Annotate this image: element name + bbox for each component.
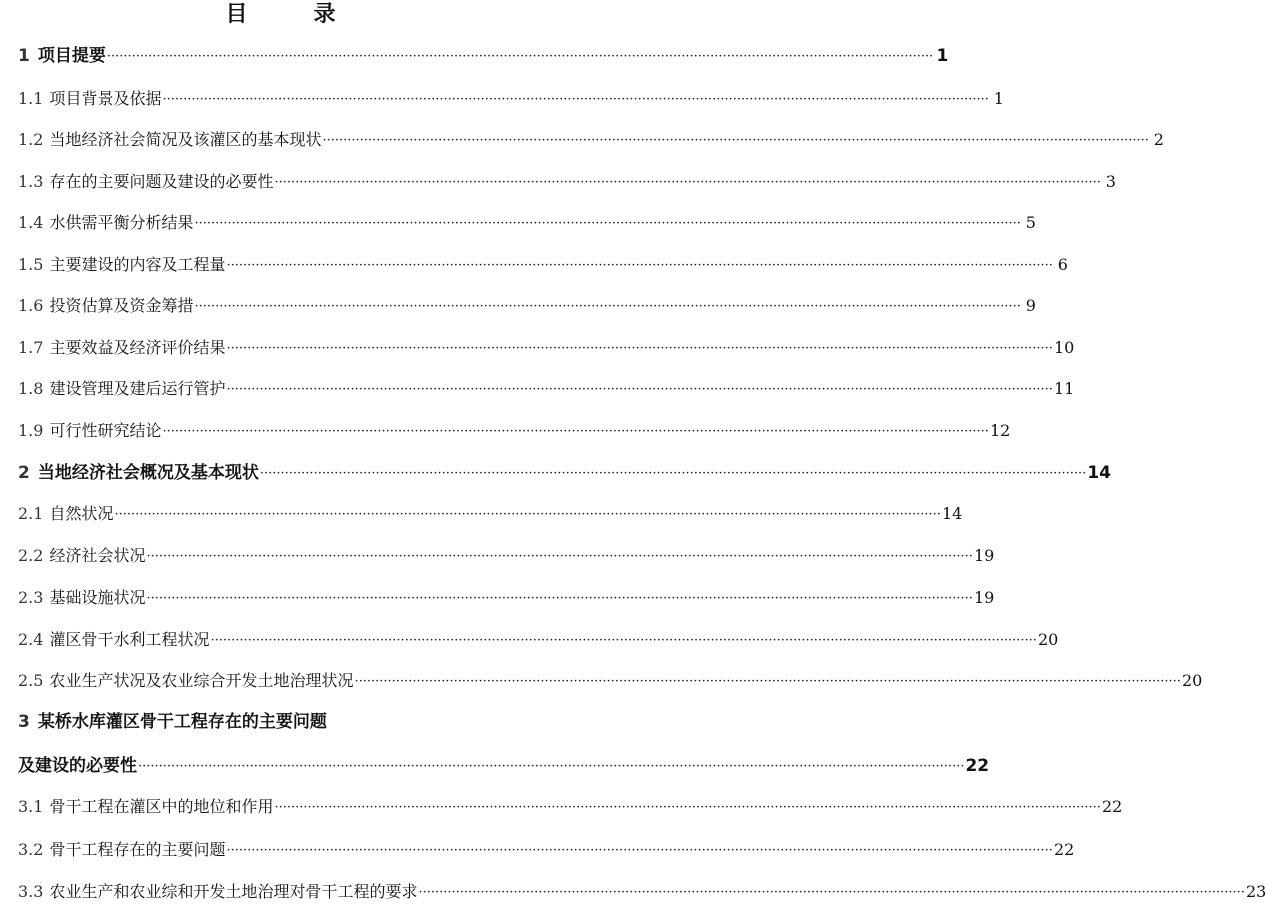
- dot-leader: ········································································································································································································: [322, 133, 1149, 148]
- dot-leader: ········································································································································································································: [226, 258, 1053, 273]
- toc-entry[interactable]: [18, 750, 990, 776]
- dot-leader: ········································································································································································································: [162, 424, 989, 439]
- toc-entry-label: [18, 172, 273, 192]
- dot-leader: ········································································································································································································: [226, 341, 1053, 356]
- toc-entry-text: 自然状况: [49, 504, 114, 523]
- toc-entry[interactable]: [18, 540, 995, 566]
- toc-entry-number: 2: [18, 463, 30, 483]
- toc-entry-number: 3: [18, 712, 30, 732]
- toc-entry-text: 某桥水库灌区骨干工程存在的主要问题: [37, 712, 327, 732]
- toc-entry-page: 11: [1053, 379, 1075, 398]
- toc-entry-number: 1.6: [18, 296, 44, 315]
- toc-entry-number: 1.8: [18, 379, 44, 398]
- toc-entry-page: 12: [989, 421, 1011, 440]
- dot-leader: ········································································································································································································: [162, 92, 989, 107]
- toc-entry-label: [18, 712, 327, 732]
- toc-entry[interactable]: [18, 166, 1116, 192]
- toc-entry-label: [18, 756, 137, 776]
- toc-entry-page: 2: [1153, 130, 1164, 149]
- toc-entry[interactable]: [18, 498, 963, 524]
- toc-entry-label: [18, 504, 113, 524]
- toc-entry-label: [18, 840, 225, 860]
- toc-entry-page: 14: [1087, 463, 1111, 483]
- toc-entry-text: 主要建设的内容及工程量: [49, 255, 226, 274]
- toc-entry-text: 水供需平衡分析结果: [49, 213, 194, 232]
- toc-entry-page: 20: [1181, 671, 1203, 690]
- toc-entry-text: 存在的主要问题及建设的必要性: [49, 172, 274, 191]
- toc-entry-text: 农业生产和农业综和开发土地治理对骨干工程的要求: [49, 882, 418, 901]
- dot-leader: ········································································································································································································: [354, 674, 1181, 689]
- toc-entry-number: 3.1: [18, 797, 44, 816]
- toc-entry[interactable]: [18, 373, 1075, 399]
- toc-entry[interactable]: [18, 249, 1068, 275]
- toc-entry-label: [18, 379, 225, 399]
- toc-entry-text: 经济社会状况: [49, 546, 146, 565]
- dot-leader: ········································································································································································································: [210, 633, 1037, 648]
- toc-entry[interactable]: [18, 290, 1036, 316]
- dot-leader: ········································································································································································································: [418, 885, 1245, 900]
- toc-entry-number: 2.4: [18, 630, 44, 649]
- toc-entry-number: 1.9: [18, 421, 44, 440]
- toc-entry[interactable]: [18, 415, 1011, 441]
- toc-entry-number: 1: [18, 46, 30, 66]
- toc-entry-label: [18, 588, 145, 608]
- toc-entry-number: 1.2: [18, 130, 44, 149]
- toc-entry[interactable]: [18, 83, 1004, 109]
- toc-entry-text: 项目提要: [37, 46, 106, 66]
- toc-entry[interactable]: [18, 332, 1075, 358]
- toc-entry-label: [18, 882, 417, 902]
- dot-leader: ········································································································································································································: [226, 382, 1053, 397]
- toc-entry-text: 骨干工程在灌区中的地位和作用: [49, 797, 274, 816]
- toc-entry-label: [18, 421, 161, 441]
- toc-entry-text: 当地经济社会概况及基本现状: [37, 463, 259, 483]
- toc-entry[interactable]: [18, 876, 1266, 902]
- dot-leader: ········································································································································································································: [114, 507, 941, 522]
- toc-entry[interactable]: [18, 791, 1123, 817]
- dot-leader: ········································································································································································································: [146, 591, 973, 606]
- toc-entry[interactable]: [18, 665, 1203, 691]
- toc-entry-text: 项目背景及依据: [49, 89, 162, 108]
- toc-entry[interactable]: [18, 834, 1075, 860]
- toc-entry-text: 建设管理及建后运行管护: [49, 379, 226, 398]
- toc-entry[interactable]: [18, 124, 1164, 150]
- toc-entry-page: 10: [1053, 338, 1075, 357]
- toc-entry-label: [18, 130, 321, 150]
- toc-entry-text: 主要效益及经济评价结果: [49, 338, 226, 357]
- toc-entry-label: [18, 89, 161, 109]
- toc-entry-page: 19: [973, 588, 995, 607]
- dot-leader: ········································································································································································································: [138, 759, 965, 774]
- toc-entry-page: 14: [941, 504, 963, 523]
- toc-entry-text: 基础设施状况: [49, 588, 146, 607]
- toc-entry-label: [18, 296, 193, 316]
- toc-entry-page: 20: [1037, 630, 1059, 649]
- toc-entry-page: 23: [1245, 882, 1266, 901]
- toc-entry-text: 及建设的必要性: [18, 756, 137, 776]
- dot-leader: ········································································································································································································: [259, 466, 1087, 481]
- dot-leader: ········································································································································································································: [194, 299, 1021, 314]
- toc-entry-page: 22: [1053, 840, 1075, 859]
- toc-entry-number: 2.5: [18, 671, 44, 690]
- toc-entry[interactable]: [18, 40, 949, 66]
- toc-entry-number: 2.1: [18, 504, 44, 523]
- toc-entry-label: [18, 630, 209, 650]
- dot-leader: ········································································································································································································: [194, 216, 1021, 231]
- toc-entry-page: 6: [1057, 255, 1068, 274]
- toc-entry-number: 1.7: [18, 338, 44, 357]
- toc-entry-text: 骨干工程存在的主要问题: [49, 840, 226, 859]
- toc-entry-page: 3: [1105, 172, 1116, 191]
- toc-entry[interactable]: [18, 582, 995, 608]
- dot-leader: ········································································································································································································: [274, 175, 1101, 190]
- dot-leader: ········································································································································································································: [146, 549, 973, 564]
- toc-entry-page: 22: [965, 756, 990, 776]
- toc-entry-number: 1.1: [18, 89, 44, 108]
- toc-entry-number: 3.2: [18, 840, 44, 859]
- toc-entry-page: 5: [1025, 213, 1036, 232]
- toc-entry-label: [18, 213, 193, 233]
- toc-entry-text: 可行性研究结论: [49, 421, 162, 440]
- toc-entry-number: 1.4: [18, 213, 44, 232]
- toc-entry[interactable]: [18, 207, 1036, 233]
- toc-entry[interactable]: [18, 706, 546, 732]
- toc-entry-page: 1: [993, 89, 1004, 108]
- dot-leader: ········································································································································································································: [274, 800, 1101, 815]
- toc-entry-page: 9: [1025, 296, 1036, 315]
- toc-entry[interactable]: [18, 457, 1111, 483]
- toc-title: 目 录: [225, 2, 358, 27]
- toc-entry-label: [18, 463, 259, 483]
- toc-entry-label: [18, 46, 106, 66]
- toc-entry-number: 2.3: [18, 588, 44, 607]
- toc-entry-page: 22: [1101, 797, 1123, 816]
- toc-entry[interactable]: [18, 624, 1059, 650]
- toc-entry-label: [18, 338, 225, 358]
- toc-entry-page: 19: [973, 546, 995, 565]
- toc-entry-text: 投资估算及资金筹措: [49, 296, 194, 315]
- toc-entry-label: [18, 797, 273, 817]
- toc-entry-label: [18, 255, 225, 275]
- toc-entry-number: 1.5: [18, 255, 44, 274]
- toc-entry-number: 3.3: [18, 882, 44, 901]
- toc-entry-number: 2.2: [18, 546, 44, 565]
- toc-entry-label: [18, 671, 353, 691]
- toc-entry-text: 灌区骨干水利工程状况: [49, 630, 210, 649]
- toc-entry-page: 1: [936, 46, 949, 66]
- toc-entry-number: 1.3: [18, 172, 44, 191]
- toc-entry-label: [18, 546, 145, 566]
- toc-entry-text: 当地经济社会简况及该灌区的基本现状: [49, 130, 322, 149]
- dot-leader: ········································································································································································································: [226, 843, 1053, 858]
- toc-entry-text: 农业生产状况及农业综合开发土地治理状况: [49, 671, 354, 690]
- dot-leader: ········································································································································································································: [106, 49, 934, 64]
